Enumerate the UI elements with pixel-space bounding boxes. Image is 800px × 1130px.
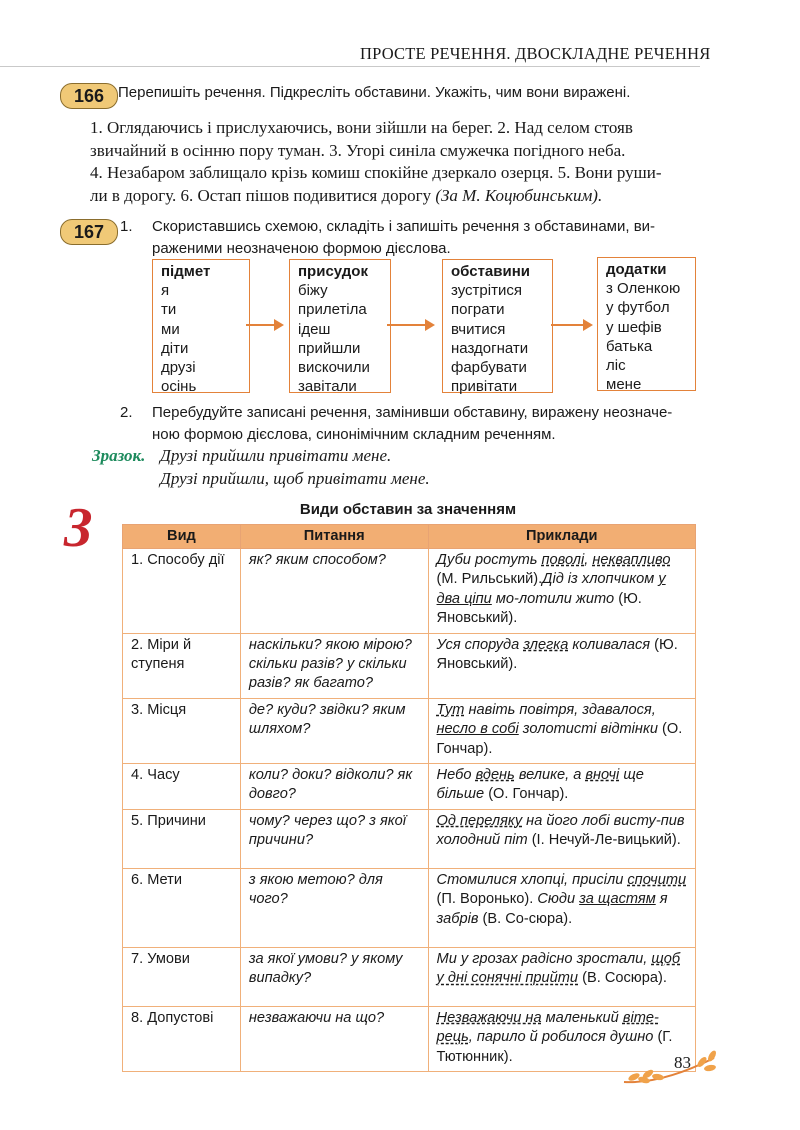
- kind-cell: 2. Міри й ступеня: [123, 633, 241, 698]
- page-number: 83: [674, 1053, 691, 1072]
- box-item: біжу: [298, 282, 328, 300]
- kind-cell: 5. Причини: [123, 809, 241, 868]
- example-source: (О. Гончар).: [436, 721, 683, 757]
- question-cell: де? куди? звідки? яким шляхом?: [240, 698, 428, 763]
- text-line: 4. Незабаром заблищало крізь комиш спокійне дзеркало озерця. 5. Вони руши-: [90, 163, 662, 182]
- example-text: Сюди: [533, 891, 580, 908]
- task-line: Скориставшись схемою, складіть і запишіть речення з обставинами, ви-: [152, 218, 656, 235]
- header-rule: [0, 66, 700, 67]
- running-header: ПРОСТЕ РЕЧЕННЯ. ДВОСКЛАДНЕ РЕЧЕННЯ: [360, 44, 711, 63]
- table-header-row: [123, 525, 696, 549]
- task-line: ною формою дієслова, синонімічним складним реченням.: [152, 426, 556, 443]
- table-row: [123, 868, 696, 947]
- box-item: фарбувати: [451, 359, 527, 377]
- example-text: Дуби ростуть: [436, 552, 542, 568]
- example-source: (В. Сосюра).: [582, 970, 667, 987]
- example-source: (Ю. Яновський).: [436, 636, 678, 673]
- example-text: віте-рець: [436, 1009, 659, 1046]
- text-line-part: ли в дорогу. 6. Остап пішов подивитися дорогу: [90, 185, 432, 205]
- box-item: мене: [606, 376, 642, 394]
- example-text: Небо: [436, 767, 476, 784]
- column-header: Питання: [240, 525, 428, 549]
- arrow-icon: [551, 324, 591, 326]
- box-item: друзі: [161, 359, 196, 377]
- table-row: [123, 549, 696, 634]
- table-row: [123, 947, 696, 1006]
- box-item: зустрітися: [451, 282, 522, 300]
- box-item: я: [161, 282, 170, 300]
- table-row: [123, 698, 696, 763]
- example-text: вночі: [585, 767, 620, 784]
- example-text: вдень: [475, 767, 515, 784]
- example-text: , парило й робилося душно: [468, 1029, 658, 1046]
- example-text: щоб у дні сонячні прийти: [436, 950, 681, 987]
- example-cell: [428, 868, 695, 947]
- example-text: велике, а: [514, 767, 586, 784]
- box-item: осінь: [161, 378, 197, 396]
- task-line: раженими неозначеною формою дієслова.: [152, 240, 451, 257]
- question-cell: наскільки? якою мірою? скільки разів? у скільки разів? як багато?: [240, 633, 428, 698]
- example-source: (П. Воронько).: [436, 891, 534, 908]
- example-source: (Ю. Яновський).: [436, 590, 642, 627]
- question-cell: з якою метою? для чого?: [240, 868, 428, 947]
- example-text: маленький: [541, 1009, 623, 1026]
- example-cell: [428, 764, 695, 810]
- kind-cell: 4. Часу: [123, 764, 241, 810]
- task-2-text: [152, 402, 696, 446]
- box-item: ідеш: [298, 320, 331, 338]
- example-text: ,: [584, 552, 593, 568]
- box-heading: додатки: [606, 261, 667, 278]
- kind-cell: 8. Допустові: [123, 1006, 241, 1071]
- example-text: Незважаючи на: [436, 1009, 542, 1026]
- example-text: мо-лотили жито: [491, 590, 619, 607]
- kind-cell: 7. Умови: [123, 947, 241, 1006]
- example-text: Уся споруда: [436, 636, 524, 653]
- example-text: навіть повітря, здавалося,: [464, 701, 656, 718]
- exercise-166-text: [90, 117, 696, 207]
- task-1-text: [152, 216, 696, 260]
- column-header: Приклади: [428, 525, 695, 549]
- exercise-167-badge: 167: [60, 219, 118, 245]
- task-1-number: 1.: [120, 218, 133, 235]
- scheme-box-predicate: [289, 259, 391, 396]
- example-cell: [428, 633, 695, 698]
- example-text: у два ціпи: [436, 571, 666, 607]
- example-text: Ми у грозах радісно зростали,: [436, 950, 652, 967]
- exercise-166-badge: 166: [60, 83, 118, 109]
- box-item: діти: [161, 339, 189, 357]
- example-text: на його лобі висту-пив холодний піт: [436, 812, 685, 849]
- question-cell: чому? через що? з якої причини?: [240, 809, 428, 868]
- table-row: [123, 764, 696, 810]
- table-row: [123, 809, 696, 868]
- example-text: я забрів: [436, 891, 668, 927]
- example-cell: [428, 549, 695, 634]
- box-heading: присудок: [298, 263, 368, 280]
- box-item: вискочили: [298, 359, 370, 377]
- box-heading: підмет: [161, 263, 211, 280]
- text-line: [90, 185, 696, 208]
- example-cell: [428, 809, 695, 868]
- box-item: батька: [606, 337, 653, 355]
- example-text: золотисті відтінки: [518, 721, 663, 738]
- text-line: 1. Оглядаючись і прислухаючись, вони зійшли на берег. 2. Над селом стояв: [90, 118, 633, 137]
- sample-line-1: Друзі прийшли привітати мене.: [160, 446, 392, 465]
- box-item: завітали: [298, 378, 357, 396]
- box-item: пограти: [451, 301, 505, 319]
- table-row: [123, 1006, 696, 1071]
- example-cell: [428, 947, 695, 1006]
- box-item: вчитися: [451, 320, 506, 338]
- box-item: прийшли: [298, 339, 361, 357]
- box-item: ти: [161, 301, 177, 319]
- arrow-icon: [387, 324, 433, 326]
- box-item: наздогнати: [451, 339, 529, 357]
- example-text: коливалася: [568, 636, 655, 653]
- example-cell: [428, 698, 695, 763]
- question-cell: незважаючи на що?: [240, 1006, 428, 1071]
- example-source: (О. Гончар).: [488, 786, 569, 803]
- kind-cell: 1. Способу дії: [123, 549, 241, 634]
- example-text: спочити: [627, 871, 687, 888]
- example-text: ще більше: [436, 767, 644, 803]
- exercise-166-task: Перепишіть речення. Підкресліть обставини. Укажіть, чим вони виражені.: [118, 84, 631, 101]
- example-text: поволі: [541, 552, 585, 568]
- example-source: (Г. Тютюнник).: [436, 1029, 673, 1065]
- example-text: Од переляку: [436, 812, 523, 829]
- box-item: прилетіла: [298, 301, 367, 319]
- wheat-ornament-icon: [622, 1048, 722, 1088]
- question-cell: як? яким способом?: [240, 549, 428, 634]
- example-text: несло в собі: [436, 721, 519, 738]
- example-text: Тут: [436, 701, 465, 718]
- box-item: привітати: [451, 378, 518, 396]
- adverbials-table: [122, 524, 696, 1072]
- task-2-number: 2.: [120, 404, 133, 421]
- question-cell: коли? доки? відколи? як довго?: [240, 764, 428, 810]
- table-title: Види обставин за значенням: [299, 501, 517, 518]
- exercise-166-source: (За М. Коцюбинським).: [435, 185, 603, 205]
- example-text: за щастям: [579, 891, 656, 908]
- kind-cell: 3. Місця: [123, 698, 241, 763]
- scheme-box-adverbials: [442, 259, 553, 396]
- example-text: неквапливо: [592, 552, 671, 568]
- scheme-box-objects: [597, 257, 696, 394]
- box-item: у футбол: [606, 299, 670, 317]
- box-heading: обставини: [451, 263, 530, 280]
- scheme-box-subject: [152, 259, 250, 396]
- example-text: злегка: [523, 636, 569, 653]
- box-item: у шефів: [606, 318, 662, 336]
- box-item: ліс: [606, 357, 626, 375]
- box-item: ми: [161, 320, 180, 338]
- example-text: Дід із хлопчиком: [542, 571, 659, 588]
- sample-line-2: Друзі прийшли, щоб привітати мене.: [160, 469, 430, 488]
- example-source: (В. Со-сюра).: [482, 910, 573, 927]
- kind-cell: 6. Мети: [123, 868, 241, 947]
- question-cell: за якої умови? у якому випадку?: [240, 947, 428, 1006]
- arrow-icon: [246, 324, 282, 326]
- table-row: [123, 633, 696, 698]
- box-item: з Оленкою: [606, 280, 681, 298]
- task-line: Перебудуйте записані речення, замінивши обставину, виражену неозначе-: [152, 404, 673, 421]
- example-text: Стомилися хлопці, присіли: [436, 871, 628, 888]
- section-mark-icon: З: [64, 497, 93, 559]
- text-line: звичайний в осінню пору туман. 3. Угорі синіла смужечка погідного неба.: [90, 140, 626, 160]
- example-source: (І. Нечуй-Ле-вицький).: [531, 832, 681, 849]
- column-header: Вид: [123, 525, 241, 549]
- example-source: (М. Рильський).: [436, 571, 543, 588]
- sample-label: Зразок.: [92, 446, 146, 465]
